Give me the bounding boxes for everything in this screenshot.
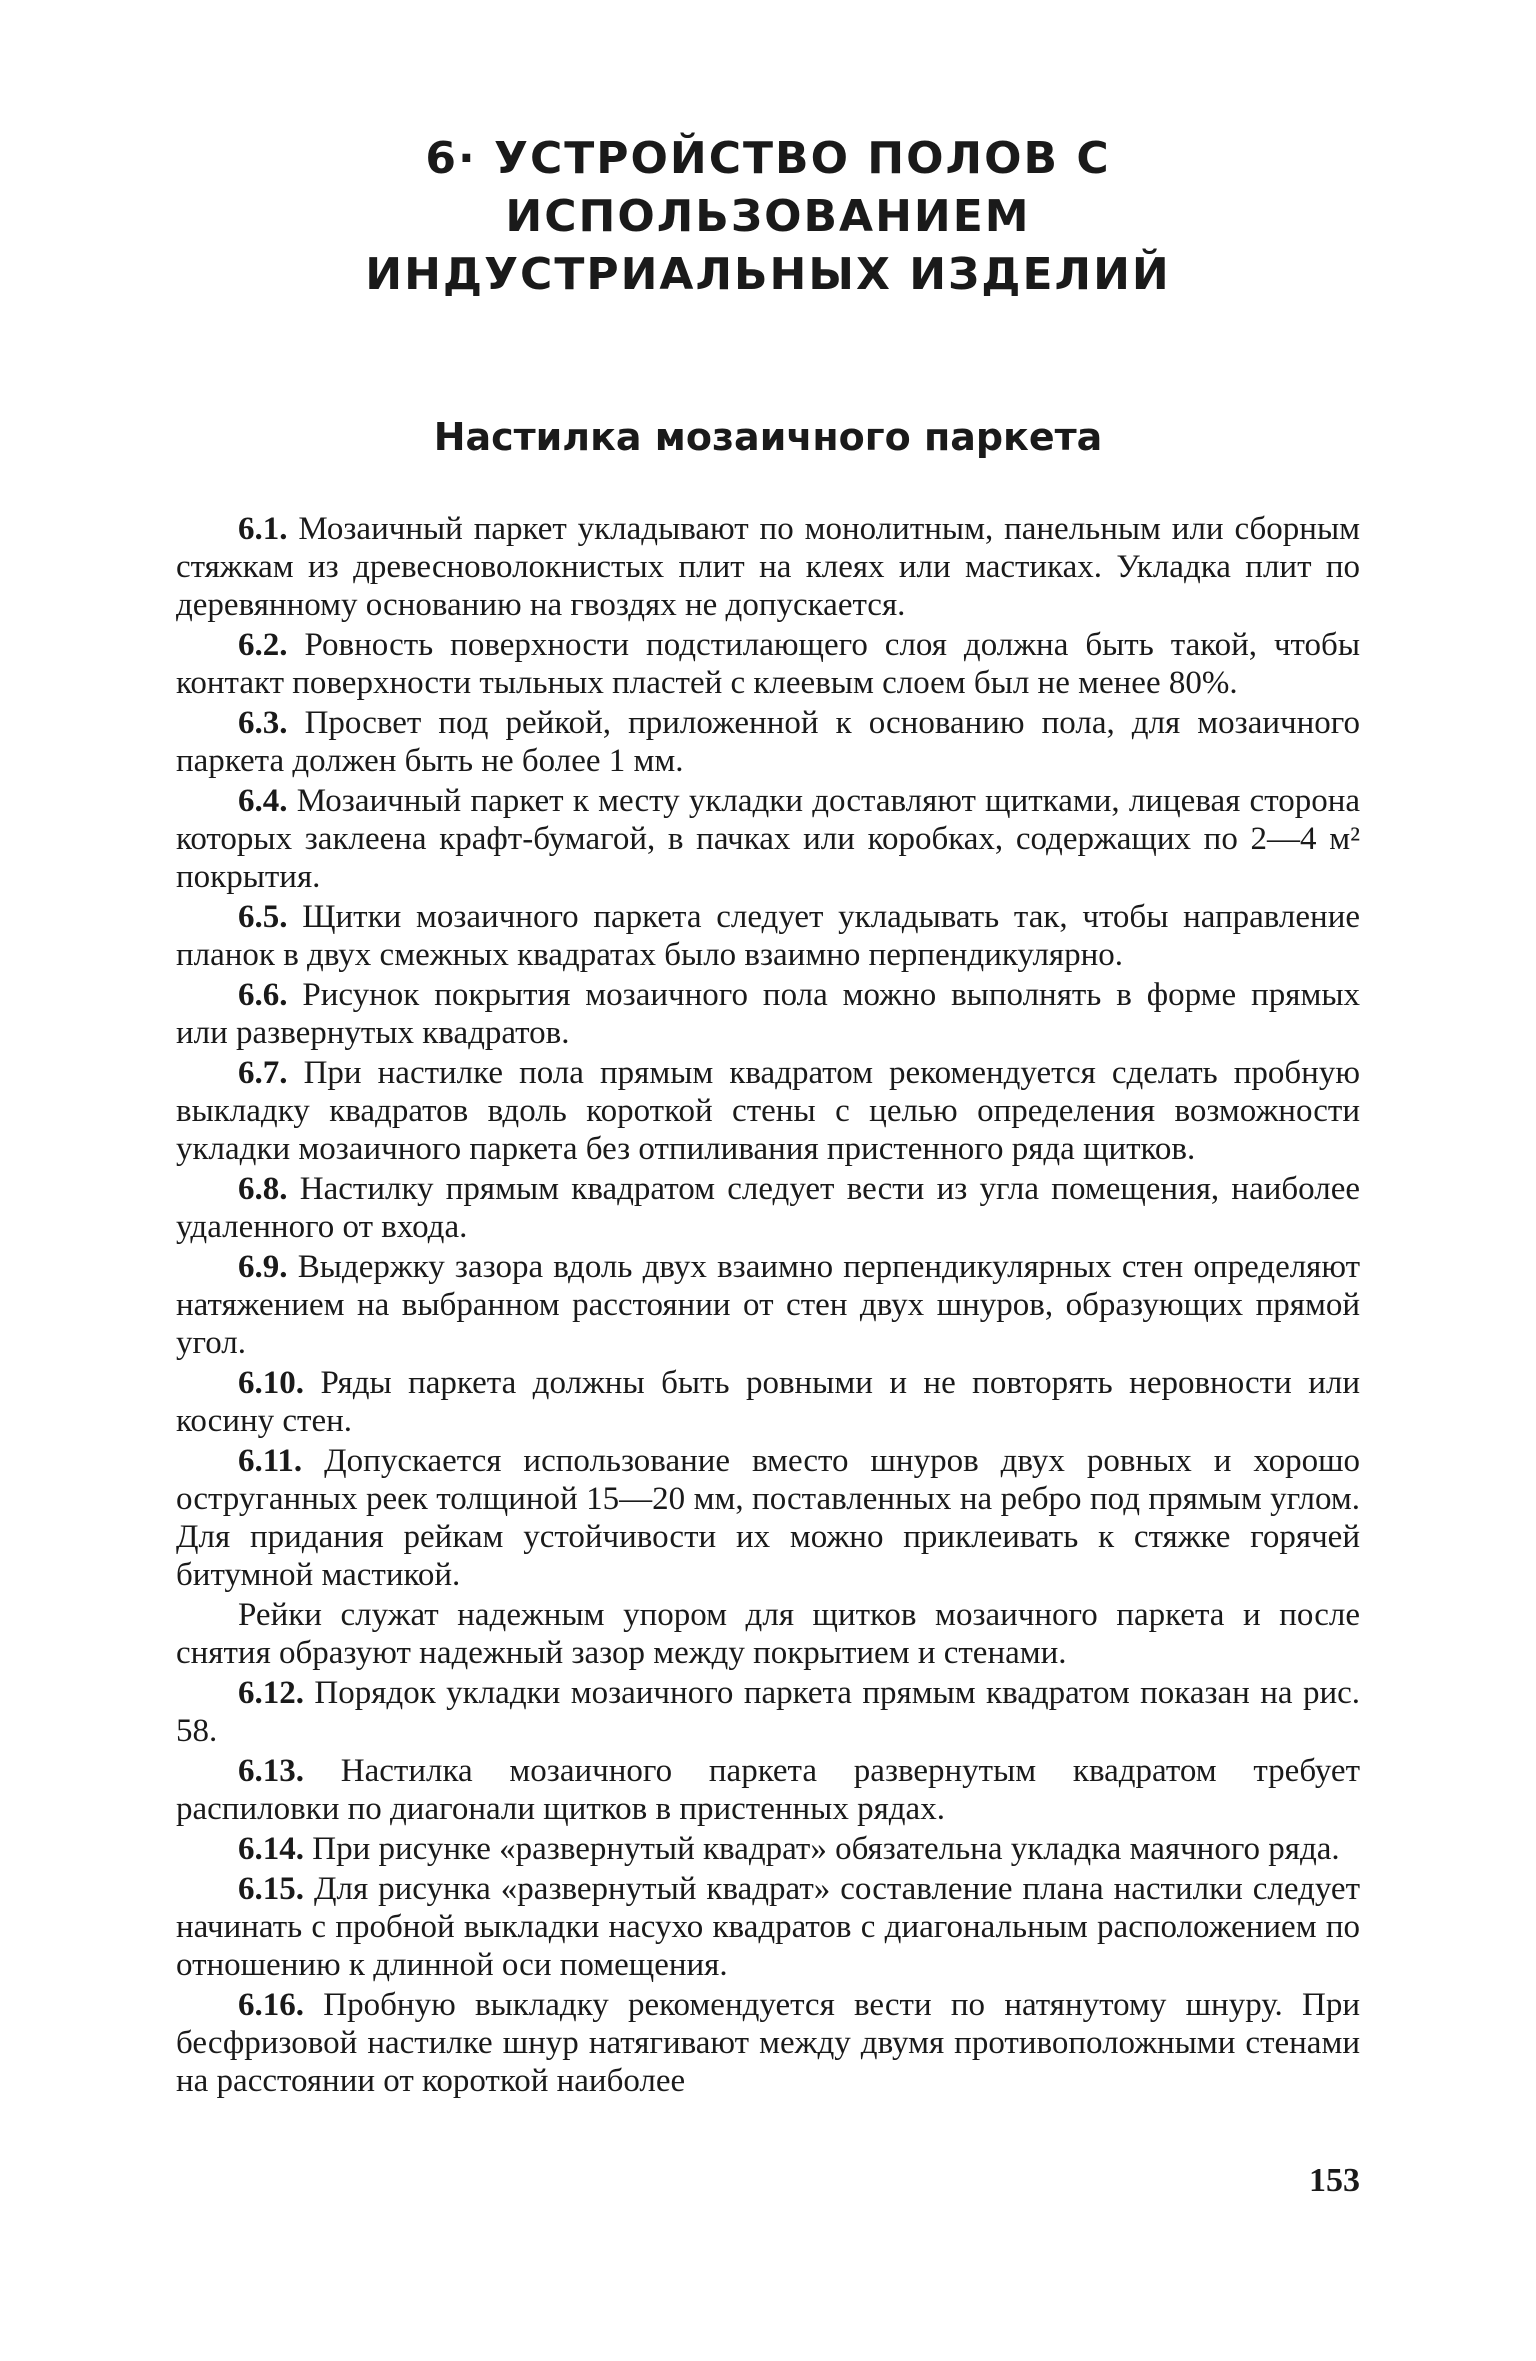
- paragraph-number: 6.14.: [238, 1831, 304, 1867]
- paragraph: [176, 1870, 1360, 1984]
- paragraph-number: 6.8.: [238, 1171, 288, 1207]
- body-text: [176, 510, 1360, 2100]
- paragraph-text: Для рисунка «развернутый квадрат» составление плана настилки следует начинать с пробной выкладки насухо квадратов с диагональным расположением по отношению к длинной оси помещения.: [176, 1871, 1360, 1983]
- paragraph-number: 6.4.: [238, 783, 288, 819]
- paragraph-text: Щитки мозаичного паркета следует укладывать так, чтобы направление планок в двух смежных квадратах было взаимно перпендикулярно.: [176, 899, 1360, 973]
- paragraph-text: Мозаичный паркет к месту укладки доставляют щитками, лицевая сторона которых заклеена крафт-бумагой, в пачках или коробках, содержащих по 2—4 м² покрытия.: [176, 783, 1360, 895]
- paragraph-number: 6.2.: [238, 627, 288, 663]
- paragraph: [176, 626, 1360, 702]
- chapter-title-line-1: 6· УСТРОЙСТВО ПОЛОВ С ИСПОЛЬЗОВАНИЕМ: [425, 133, 1111, 242]
- paragraph-text: Порядок укладки мозаичного паркета прямым квадратом показан на рис. 58.: [176, 1675, 1360, 1749]
- paragraph: [176, 1986, 1360, 2100]
- chapter-title: [176, 130, 1360, 304]
- paragraph-text: Ряды паркета должны быть ровными и не повторять неровности или косину стен.: [176, 1365, 1360, 1439]
- paragraph-text: Рейки служат надежным упором для щитков мозаичного паркета и после снятия образуют надежный зазор между покрытием и стенами.: [176, 1597, 1360, 1671]
- paragraph: [176, 1054, 1360, 1168]
- paragraph-text: При рисунке «развернутый квадрат» обязательна укладка маячного ряда.: [312, 1831, 1340, 1867]
- page-content: [176, 130, 1360, 2102]
- paragraph: [176, 510, 1360, 624]
- paragraph-text: Мозаичный паркет укладывают по монолитным, панельным или сборным стяжкам из древесноволокнистых плит на клеях или мастиках. Укладка плит по деревянному основанию на гвоздях не допускается.: [176, 511, 1360, 623]
- paragraph: [176, 1170, 1360, 1246]
- paragraph-number: 6.12.: [238, 1675, 304, 1711]
- paragraph: [176, 1830, 1360, 1868]
- paragraph-text: Выдержку зазора вдоль двух взаимно перпендикулярных стен определяют натяжением на выбранном расстоянии от стен двух шнуров, образующих прямой угол.: [176, 1249, 1360, 1361]
- page-number: 153: [1309, 2162, 1360, 2199]
- paragraph: [176, 704, 1360, 780]
- paragraph-text: Рисунок покрытия мозаичного пола можно выполнять в форме прямых или развернутых квадратов.: [176, 977, 1360, 1051]
- paragraph: [176, 1596, 1360, 1672]
- paragraph-number: 6.3.: [238, 705, 288, 741]
- paragraph: [176, 1442, 1360, 1594]
- paragraph-number: 6.10.: [238, 1365, 304, 1401]
- paragraph-text: Настилку прямым квадратом следует вести из угла помещения, наиболее удаленного от входа.: [176, 1171, 1361, 1245]
- section-title: Настилка мозаичного паркета: [433, 415, 1103, 459]
- paragraph-number: 6.11.: [238, 1443, 303, 1479]
- paragraph: [176, 1752, 1360, 1828]
- paragraph-number: 6.6.: [238, 977, 288, 1013]
- paragraph-text: Просвет под рейкой, приложенной к основанию пола, для мозаичного паркета должен быть не более 1 мм.: [176, 705, 1360, 779]
- paragraph-text: Пробную выкладку рекомендуется вести по натянутому шнуру. При бесфризовой настилке шнур натягивают между двумя противоположными стенами на расстоянии от короткой наиболее: [176, 1987, 1360, 2099]
- paragraph-number: 6.16.: [238, 1987, 304, 2023]
- chapter-title-line-2: ИНДУСТРИАЛЬНЫХ ИЗДЕЛИЙ: [365, 249, 1171, 300]
- paragraph-number: 6.7.: [238, 1055, 288, 1091]
- paragraph: [176, 782, 1360, 896]
- paragraph-number: 6.13.: [238, 1753, 304, 1789]
- paragraph: [176, 898, 1360, 974]
- paragraph-number: 6.1.: [238, 511, 288, 547]
- paragraph-number: 6.9.: [238, 1249, 288, 1285]
- paragraph-text: Ровность поверхности подстилающего слоя должна быть такой, чтобы контакт поверхности тыльных пластей с клеевым слоем был не менее 80%.: [176, 627, 1361, 701]
- paragraph-number: 6.15.: [238, 1871, 304, 1907]
- paragraph-number: 6.5.: [238, 899, 288, 935]
- paragraph: [176, 1248, 1360, 1362]
- paragraph: [176, 1674, 1360, 1750]
- paragraph-text: Допускается использование вместо шнуров двух ровных и хорошо оструганных реек толщиной 15—20 мм, поставленных на ребро под прямым углом. Для придания рейкам устойчивости их можно приклеивать к стяжке горячей битумной мастикой.: [176, 1443, 1360, 1593]
- paragraph-text: Настилка мозаичного паркета развернутым квадратом требует распиловки по диагонали щитков в пристенных рядах.: [176, 1753, 1360, 1827]
- paragraph: [176, 1364, 1360, 1440]
- paragraph: [176, 976, 1360, 1052]
- paragraph-text: При настилке пола прямым квадратом рекомендуется сделать пробную выкладку квадратов вдоль короткой стены с целью определения возможности укладки мозаичного паркета без отпиливания пристенного ряда щитков.: [176, 1055, 1360, 1167]
